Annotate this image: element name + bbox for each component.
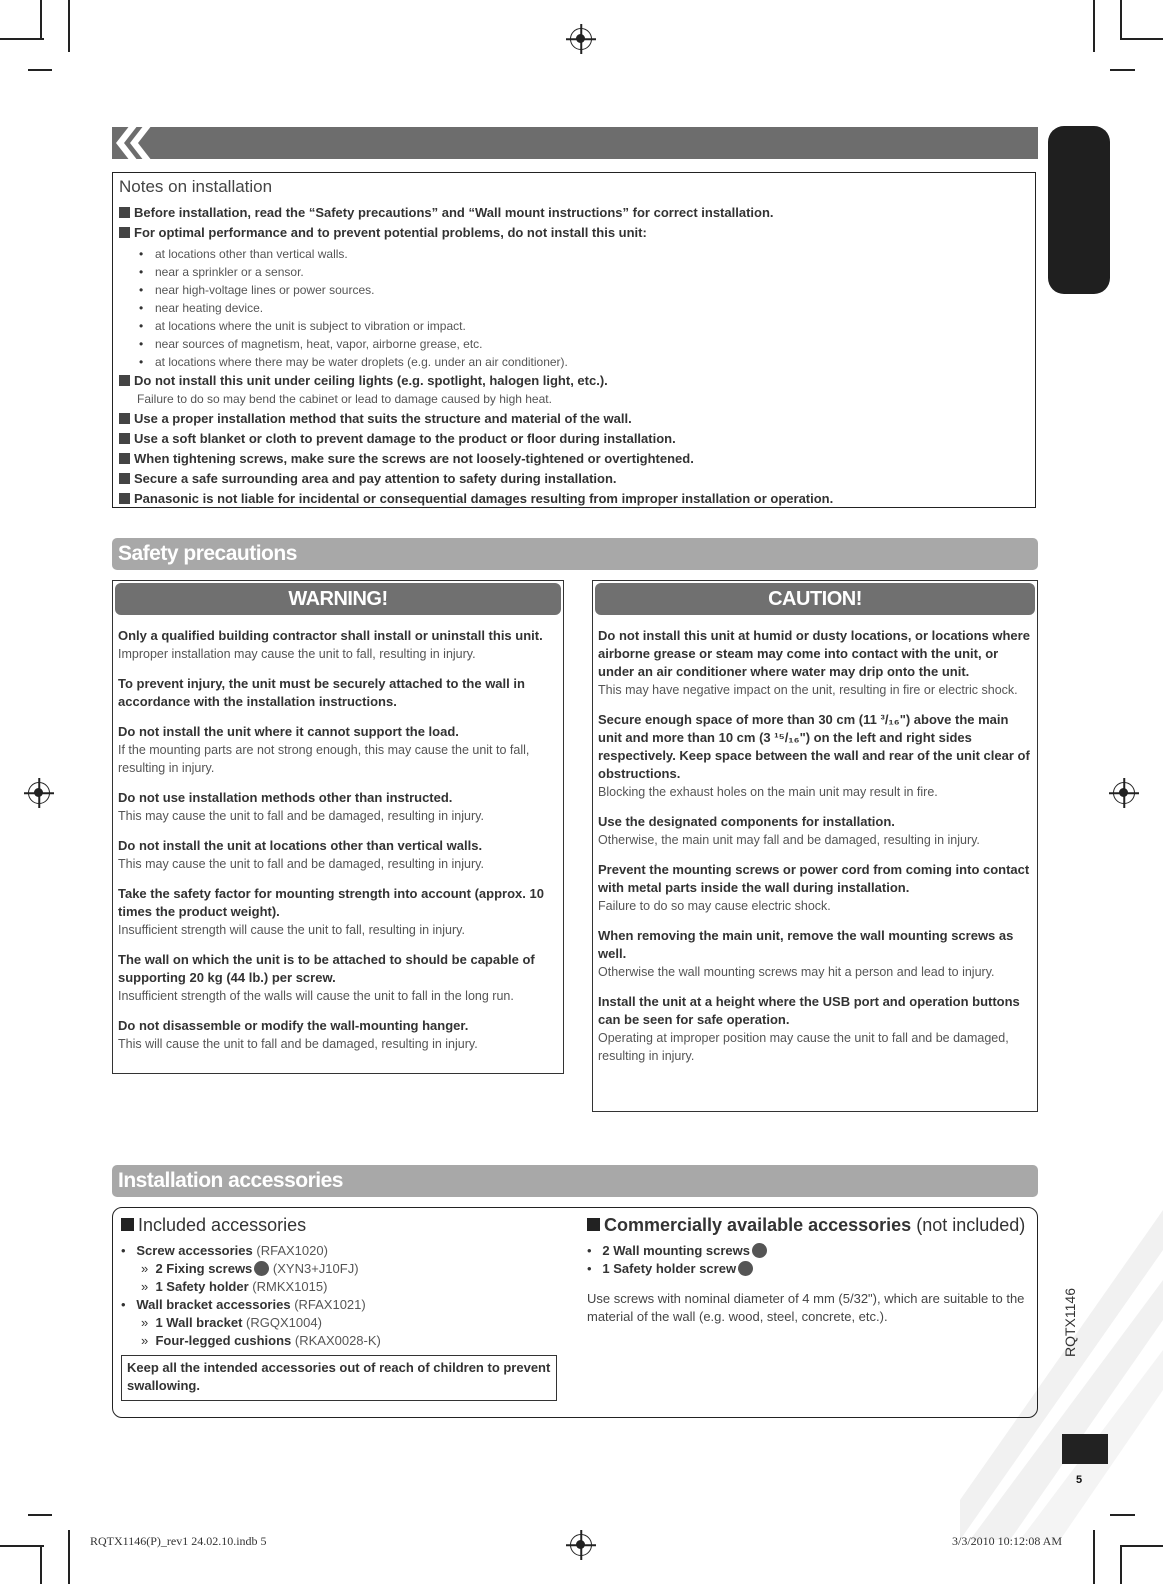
list-item: • near a sprinkler or a sensor. xyxy=(139,263,1029,281)
list-item: • at locations where there may be water droplets (e.g. under an air conditioner). xyxy=(139,353,1029,371)
marker-dot-icon xyxy=(254,1261,269,1276)
warning-item xyxy=(118,789,558,825)
caution-item xyxy=(598,813,1032,849)
warning-item-title: Do not disassemble or modify the wall-mounting hanger. xyxy=(118,1018,469,1033)
location-list xyxy=(139,245,1029,371)
crop-mark xyxy=(1120,1545,1163,1547)
crop-mark xyxy=(0,1545,44,1547)
note-item: Secure a safe surrounding area and pay attention to safety during installation. xyxy=(119,471,1029,487)
crop-mark xyxy=(1120,38,1163,40)
crop-mark xyxy=(0,38,44,40)
warning-item-detail: Insufficient strength of the walls will cause the unit to fall in the long run. xyxy=(118,989,514,1003)
warning-item-title: Do not install the unit at locations other than vertical walls. xyxy=(118,838,483,853)
crop-mark xyxy=(28,69,52,71)
caution-item-detail: Operating at improper position may cause the unit to fall and be damaged, resulting in injury. xyxy=(598,1031,1009,1063)
list-item: • near high-voltage lines or power sources. xyxy=(139,281,1029,299)
list-item: • near sources of magnetism, heat, vapor, airborne grease, etc. xyxy=(139,335,1029,353)
caution-item-detail: Otherwise the wall mounting screws may hit a person and lead to injury. xyxy=(598,965,995,979)
crop-mark xyxy=(1110,69,1135,71)
commercial-title: Commercially available accessories (not included) xyxy=(587,1215,1027,1236)
warning-item-detail: If the mounting parts are not strong enough, this may cause the unit to fall, resulting in injury. xyxy=(118,743,530,775)
double-chevron-icon xyxy=(108,125,156,161)
included-column xyxy=(121,1215,561,1350)
accessories-section-bar xyxy=(112,1165,1038,1197)
language-tab xyxy=(1048,126,1110,294)
page-number: 5 xyxy=(1076,1474,1083,1486)
warning-box xyxy=(112,580,564,1074)
warning-heading: WARNING! xyxy=(115,583,561,615)
notes-title: Notes on installation xyxy=(119,177,273,196)
caution-item xyxy=(598,711,1032,801)
warning-item xyxy=(118,951,558,1005)
footer-filename: RQTX1146(P)_rev1 24.02.10.indb 5 xyxy=(90,1534,267,1548)
warning-item xyxy=(118,837,558,873)
list-item: • Screw accessories (RFAX1020) xyxy=(121,1243,328,1258)
warning-item-title: Take the safety factor for mounting strength into account (approx. 10 times the product weight). xyxy=(118,886,544,919)
warning-item-title: To prevent injury, the unit must be securely attached to the wall in accordance with the installation instructions. xyxy=(118,676,525,709)
caution-item-title: When removing the main unit, remove the wall mounting screws as well. xyxy=(598,928,1014,961)
note-item: Before installation, read the “Safety precautions” and “Wall mount instructions” for correct installation. xyxy=(119,205,1029,221)
crop-mark xyxy=(68,1530,70,1584)
list-item: • Wall bracket accessories (RFAX1021) xyxy=(121,1297,366,1312)
caution-item xyxy=(598,627,1032,699)
caution-item-detail: Failure to do so may cause electric shock. xyxy=(598,899,831,913)
note-item: When tightening screws, make sure the screws are not loosely-tightened or overtightened. xyxy=(119,451,1029,467)
warning-item xyxy=(118,1017,558,1053)
note-subtext: Failure to do so may bend the cabinet or lead to damage caused by high heat. xyxy=(137,392,552,406)
warning-item-detail: This will cause the unit to fall and be damaged, resulting in injury. xyxy=(118,1037,478,1051)
caution-item-title: Do not install this unit at humid or dusty locations, or locations where airborne grease or steam may come into contact with the unit, or under an air conditioner where water may drip onto the unit. xyxy=(598,628,1030,679)
page-marker xyxy=(1062,1434,1108,1464)
warning-item-detail: This may cause the unit to fall and be damaged, resulting in injury. xyxy=(118,857,484,871)
list-item: » 1 Safety holder (RMKX1015) xyxy=(141,1279,328,1294)
registration-mark-icon xyxy=(570,28,592,50)
caution-item-title: Prevent the mounting screws or power cord from coming into contact with metal parts inside the wall during installation. xyxy=(598,862,1030,895)
crop-mark xyxy=(1120,1545,1122,1584)
list-item: » 1 Wall bracket (RGQX1004) xyxy=(141,1315,322,1330)
caution-item-detail: Blocking the exhaust holes on the main unit may result in fire. xyxy=(598,785,938,799)
registration-mark-icon xyxy=(1113,782,1135,804)
warning-item xyxy=(118,885,558,939)
warning-item xyxy=(118,627,558,663)
commercial-column xyxy=(587,1215,1027,1326)
note-item: Use a proper installation method that suits the structure and material of the wall. xyxy=(119,411,1029,427)
list-item: • near heating device. xyxy=(139,299,1029,317)
warning-item-title: Do not install the unit where it cannot support the load. xyxy=(118,724,459,739)
caution-item-detail: This may have negative impact on the unit, resulting in fire or electric shock. xyxy=(598,683,1018,697)
crop-mark xyxy=(40,0,42,38)
caution-item xyxy=(598,861,1032,915)
warning-item-title: The wall on which the unit is to be attached to should be capable of supporting 20 kg (44 lb.) per screw. xyxy=(118,952,535,985)
note-item: Panasonic is not liable for incidental or consequential damages resulting from improper installation or operation. xyxy=(119,491,1029,507)
crop-mark xyxy=(1093,0,1095,52)
caution-item-title: Secure enough space of more than 30 cm (11 ³/₁₆") above the main unit and more than 10 cm (3 ¹⁵/₁₆") on the left and right sides respectively. Keep space between the wall and rear of the unit clear of obstructions. xyxy=(598,712,1030,781)
marker-dot-icon xyxy=(752,1243,767,1258)
list-item: » Four-legged cushions (RKAX0028-K) xyxy=(141,1333,381,1348)
registration-mark-icon xyxy=(570,1534,592,1556)
warning-item xyxy=(118,723,558,777)
footer-timestamp: 3/3/2010 10:12:08 AM xyxy=(952,1534,1063,1548)
header-bar xyxy=(112,127,1038,159)
caution-heading: CAUTION! xyxy=(595,583,1035,615)
crop-mark xyxy=(1120,0,1122,38)
warning-item-detail: Improper installation may cause the unit to fall, resulting in injury. xyxy=(118,647,476,661)
section-title: Installation accessories xyxy=(118,1169,343,1192)
list-item: • 1 Safety holder screw xyxy=(587,1260,1027,1278)
marker-dot-icon xyxy=(738,1261,753,1276)
caution-item-detail: Otherwise, the main unit may fall and be damaged, resulting in injury. xyxy=(598,833,980,847)
accessories-box xyxy=(112,1207,1038,1418)
warning-item-detail: This may cause the unit to fall and be damaged, resulting in injury. xyxy=(118,809,484,823)
included-title: Included accessories xyxy=(121,1215,561,1236)
crop-mark xyxy=(68,0,70,52)
registration-mark-icon xyxy=(28,782,50,804)
crop-mark xyxy=(28,1514,52,1516)
caution-box xyxy=(592,580,1038,1112)
notes-box xyxy=(112,172,1036,508)
caution-item-title: Install the unit at a height where the USB port and operation buttons can be seen for safe operation. xyxy=(598,994,1020,1027)
list-item: • 2 Wall mounting screws xyxy=(587,1242,1027,1260)
model-number: RQTX1146 xyxy=(1062,1288,1078,1357)
section-title: Safety precautions xyxy=(118,542,297,565)
warning-item-detail: Insufficient strength will cause the unit to fall, resulting in injury. xyxy=(118,923,465,937)
caution-item xyxy=(598,993,1032,1065)
warning-item-title: Do not use installation methods other than instructed. xyxy=(118,790,453,805)
warning-item-title: Only a qualified building contractor shall install or uninstall this unit. xyxy=(118,628,543,643)
keep-away-notice: Keep all the intended accessories out of reach of children to prevent swallowing. xyxy=(121,1355,557,1401)
screw-note: Use screws with nominal diameter of 4 mm (5/32"), which are suitable to the material of the wall (e.g. wood, steel, concrete, etc.). xyxy=(587,1291,1025,1324)
safety-section-bar xyxy=(112,538,1038,570)
list-item: • at locations other than vertical walls. xyxy=(139,245,1029,263)
caution-item xyxy=(598,927,1032,981)
note-item: Use a soft blanket or cloth to prevent damage to the product or floor during installation. xyxy=(119,431,1029,447)
list-item: » 2 Fixing screws (XYN3+J10FJ) xyxy=(141,1261,359,1276)
warning-item xyxy=(118,675,558,711)
note-item: Do not install this unit under ceiling lights (e.g. spotlight, halogen light, etc.). xyxy=(119,373,1029,389)
caution-item-title: Use the designated components for installation. xyxy=(598,814,895,829)
list-item: • at locations where the unit is subject to vibration or impact. xyxy=(139,317,1029,335)
note-item: For optimal performance and to prevent potential problems, do not install this unit: xyxy=(119,225,1029,241)
crop-mark xyxy=(40,1545,42,1584)
